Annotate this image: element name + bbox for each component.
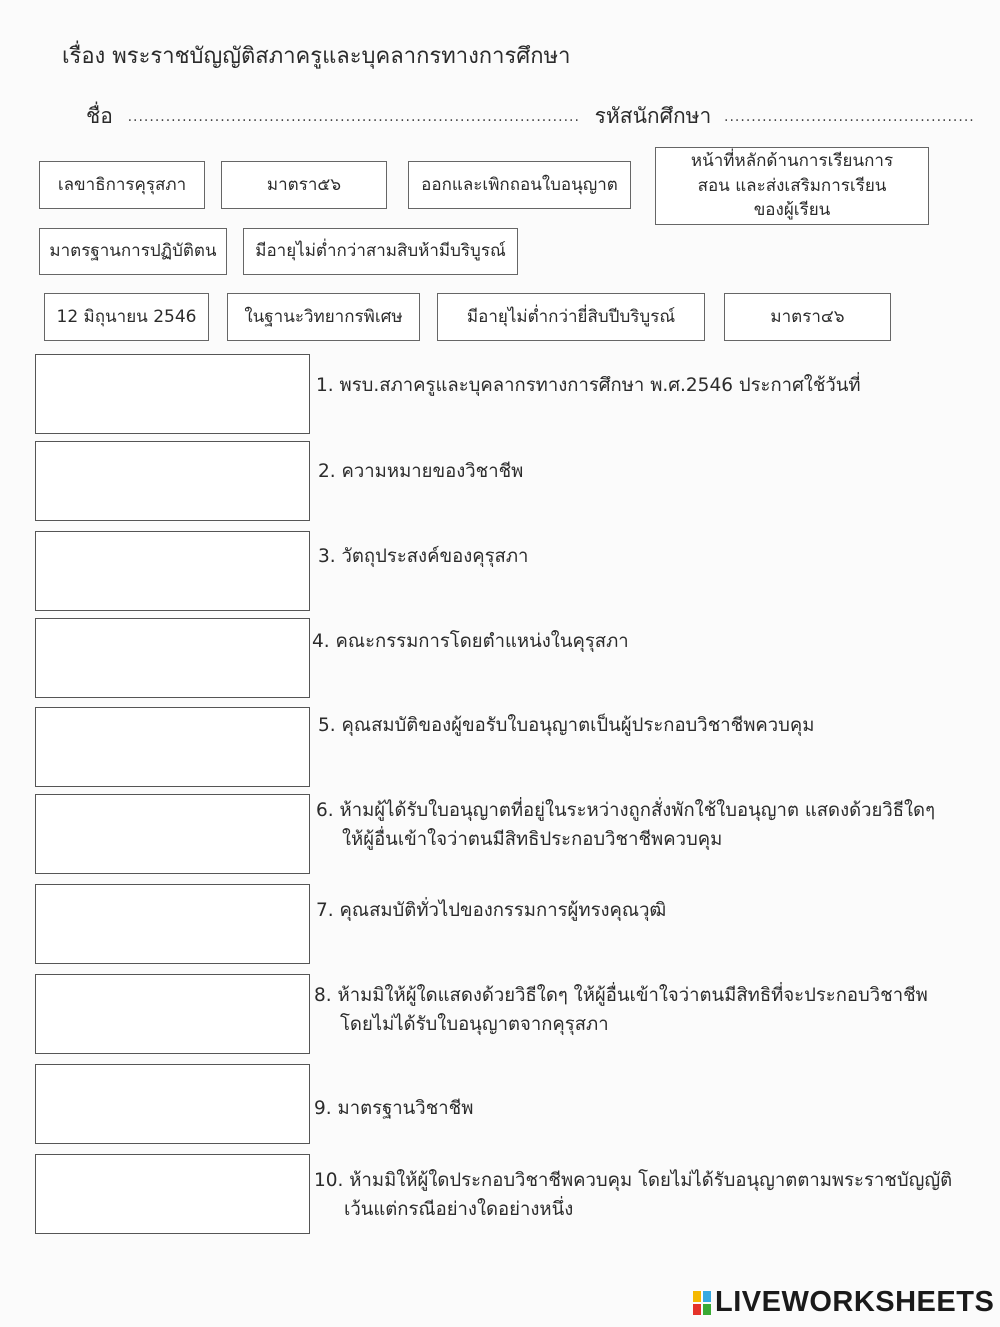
question-9 — [314, 1095, 473, 1124]
answer-tag[interactable]: 12 มิถุนายน 2546 — [44, 293, 209, 341]
question-10 — [314, 1167, 952, 1224]
answer-tag[interactable]: ออกและเพิกถอนใบอนุญาต — [408, 161, 631, 209]
liveworksheets-logo — [693, 1286, 994, 1319]
question-4 — [312, 628, 629, 657]
answer-tag[interactable]: หน้าที่หลักด้านการเรียนการสอน และส่งเสริมการเรียนของผู้เรียน — [655, 147, 929, 225]
answer-drop-box-7[interactable] — [35, 884, 310, 964]
name-field[interactable]: ................................................................................... — [127, 109, 580, 125]
answer-drop-box-1[interactable] — [35, 354, 310, 434]
question-text-continued: ให้ผู้อื่นเข้าใจว่าตนมีสิทธิประกอบวิชาชีพควบคุม — [342, 828, 723, 850]
name-label: ชื่อ — [86, 104, 113, 128]
question-1 — [316, 372, 861, 401]
answer-drop-box-8[interactable] — [35, 974, 310, 1054]
question-8 — [314, 982, 928, 1039]
question-6 — [316, 797, 935, 854]
logo-text: LIVEWORKSHEETS — [715, 1286, 995, 1318]
question-text: 2. ความหมายของวิชาชีพ — [318, 461, 524, 482]
student-id-label: รหัสนักศึกษา — [594, 104, 712, 128]
question-text: 4. คณะกรรมการโดยตำแหน่งในคุรุสภา — [312, 631, 629, 652]
question-5 — [318, 712, 814, 741]
question-text: 10. ห้ามมิให้ผู้ใดประกอบวิชาชีพควบคุม โดยไม่ได้รับอนุญาตตามพระราชบัญญัติ — [314, 1170, 953, 1191]
question-text: 7. คุณสมบัติทั่วไปของกรรมการผู้ทรงคุณวุฒิ — [316, 900, 667, 921]
student-id-field[interactable]: .............................................. — [724, 109, 975, 125]
answer-drop-box-4[interactable] — [35, 618, 310, 698]
answer-tag[interactable]: มาตรา๔๖ — [724, 293, 891, 341]
answer-tag[interactable]: มาตรฐานการปฏิบัติตน — [39, 228, 227, 275]
answer-drop-box-9[interactable] — [35, 1064, 310, 1144]
question-text-continued: โดยไม่ได้รับใบอนุญาตจากคุรุสภา — [340, 1013, 609, 1035]
question-7 — [316, 897, 666, 926]
worksheet-title: เรื่อง พระราชบัญญัติสภาครูและบุคลากรทางการศึกษา — [62, 44, 571, 69]
answer-drop-box-3[interactable] — [35, 531, 310, 611]
question-text: 9. มาตรฐานวิชาชีพ — [314, 1098, 474, 1119]
answer-drop-box-10[interactable] — [35, 1154, 310, 1234]
question-text: 3. วัตถุประสงค์ของคุรุสภา — [318, 546, 529, 567]
liveworksheets-logo-icon — [693, 1291, 711, 1315]
answer-tag[interactable]: มีอายุไม่ต่ำกว่าสามสิบห้ามีบริบูรณ์ — [243, 228, 518, 275]
question-2 — [318, 458, 523, 487]
question-text: 5. คุณสมบัติของผู้ขอรับใบอนุญาตเป็นผู้ประกอบวิชาชีพควบคุม — [318, 715, 815, 736]
answer-tag[interactable]: มีอายุไม่ต่ำกว่ายี่สิบปีบริบูรณ์ — [437, 293, 705, 341]
answer-tag[interactable]: เลขาธิการคุรุสภา — [39, 161, 205, 209]
question-text: 1. พรบ.สภาครูและบุคลากรทางการศึกษา พ.ศ.2546 ประกาศใช้วันที่ — [316, 375, 861, 396]
question-text-continued: เว้นแต่กรณีอย่างใดอย่างหนึ่ง — [344, 1198, 574, 1220]
question-text: 8. ห้ามมิให้ผู้ใดแสดงด้วยวิธีใดๆ ให้ผู้อื่นเข้าใจว่าตนมีสิทธิที่จะประกอบวิชาชีพ — [314, 985, 928, 1006]
answer-drop-box-5[interactable] — [35, 707, 310, 787]
answer-drop-box-6[interactable] — [35, 794, 310, 874]
answer-drop-box-2[interactable] — [35, 441, 310, 521]
answer-tag[interactable]: มาตรา๕๖ — [221, 161, 387, 209]
question-text: 6. ห้ามผู้ได้รับใบอนุญาตที่อยู่ในระหว่างถูกสั่งพักใช้ใบอนุญาต แสดงด้วยวิธีใดๆ — [316, 800, 936, 821]
answer-tag[interactable]: ในฐานะวิทยากรพิเศษ — [227, 293, 420, 341]
question-3 — [318, 543, 528, 572]
name-row — [86, 100, 975, 133]
